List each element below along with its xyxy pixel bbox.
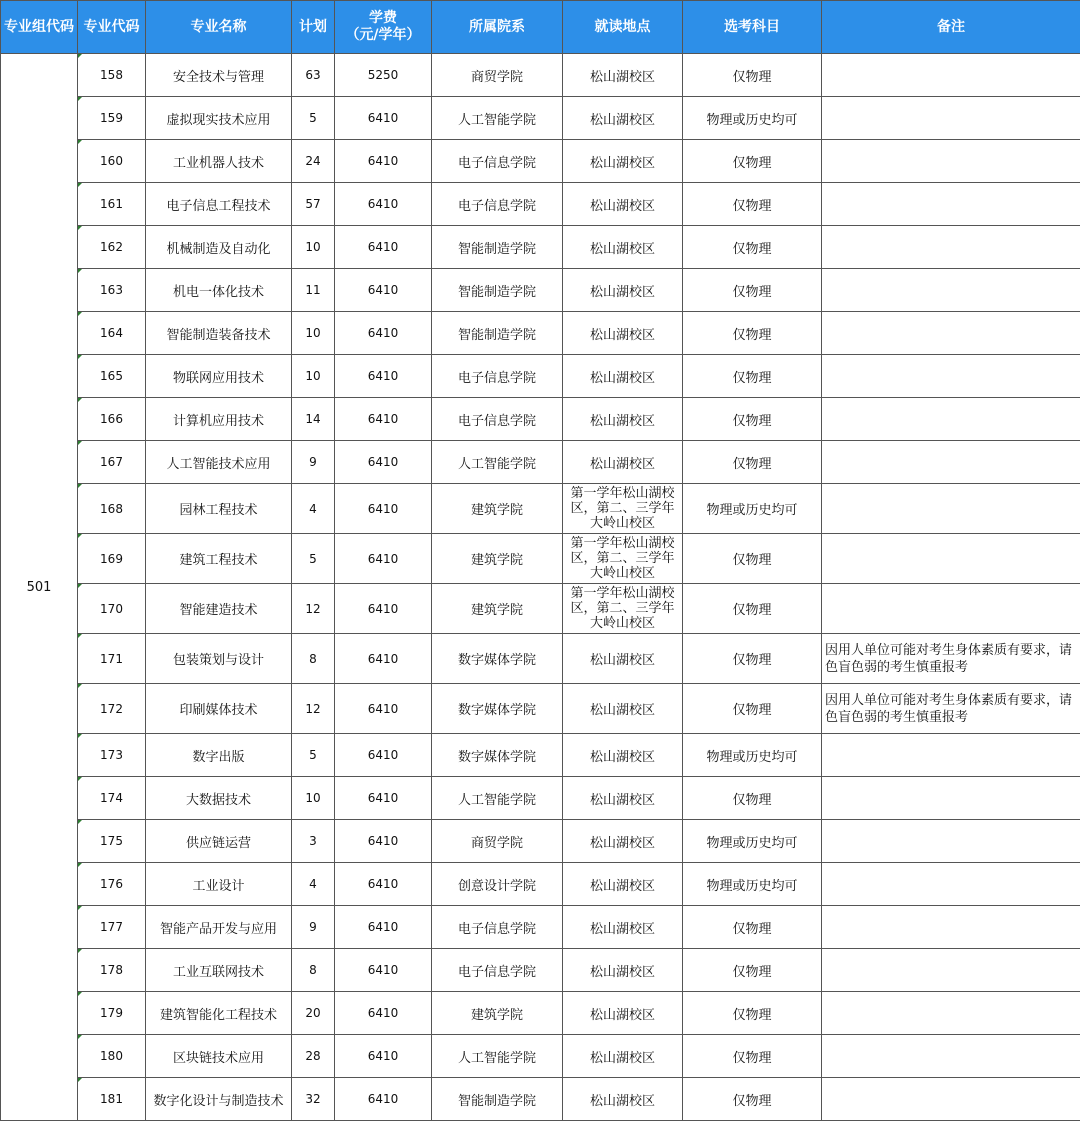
cell-fee: 6410 bbox=[335, 183, 432, 226]
cell-note bbox=[822, 534, 1080, 584]
cell-plan: 11 bbox=[292, 269, 335, 312]
cell-fee: 6410 bbox=[335, 684, 432, 734]
cell-name: 工业机器人技术 bbox=[146, 140, 292, 183]
cell-code: 176 bbox=[78, 863, 146, 906]
cell-note bbox=[822, 398, 1080, 441]
table-row bbox=[1, 1078, 1080, 1121]
cell-code: 160 bbox=[78, 140, 146, 183]
header-college: 所属院系 bbox=[432, 1, 563, 54]
cell-note bbox=[822, 269, 1080, 312]
cell-location: 第一学年松山湖校区，第二、三学年大岭山校区 bbox=[563, 584, 683, 634]
cell-college: 商贸学院 bbox=[432, 820, 563, 863]
cell-subject: 仅物理 bbox=[683, 684, 822, 734]
cell-college: 创意设计学院 bbox=[432, 863, 563, 906]
cell-college: 电子信息学院 bbox=[432, 949, 563, 992]
cell-fee: 6410 bbox=[335, 441, 432, 484]
cell-fee: 6410 bbox=[335, 584, 432, 634]
cell-college: 电子信息学院 bbox=[432, 398, 563, 441]
cell-note bbox=[822, 1078, 1080, 1121]
cell-plan: 63 bbox=[292, 54, 335, 97]
cell-code: 159 bbox=[78, 97, 146, 140]
cell-location: 松山湖校区 bbox=[563, 734, 683, 777]
cell-college: 建筑学院 bbox=[432, 484, 563, 534]
cell-college: 电子信息学院 bbox=[432, 183, 563, 226]
cell-fee: 6410 bbox=[335, 355, 432, 398]
cell-plan: 4 bbox=[292, 484, 335, 534]
table-row bbox=[1, 140, 1080, 183]
cell-fee: 6410 bbox=[335, 949, 432, 992]
cell-subject: 仅物理 bbox=[683, 398, 822, 441]
cell-plan: 10 bbox=[292, 226, 335, 269]
cell-fee: 6410 bbox=[335, 1078, 432, 1121]
cell-name: 计算机应用技术 bbox=[146, 398, 292, 441]
cell-college: 电子信息学院 bbox=[432, 906, 563, 949]
cell-fee: 6410 bbox=[335, 312, 432, 355]
cell-college: 电子信息学院 bbox=[432, 140, 563, 183]
cell-plan: 57 bbox=[292, 183, 335, 226]
header-row bbox=[1, 1, 1080, 54]
table-row bbox=[1, 183, 1080, 226]
cell-name: 大数据技术 bbox=[146, 777, 292, 820]
cell-code: 171 bbox=[78, 634, 146, 684]
header-note: 备注 bbox=[822, 1, 1080, 54]
table-row bbox=[1, 398, 1080, 441]
cell-college: 人工智能学院 bbox=[432, 1035, 563, 1078]
table-row bbox=[1, 949, 1080, 992]
cell-note: 因用人单位可能对考生身体素质有要求，请色盲色弱的考生慎重报考 bbox=[822, 634, 1080, 684]
cell-location: 松山湖校区 bbox=[563, 1035, 683, 1078]
cell-fee: 5250 bbox=[335, 54, 432, 97]
header-location: 就读地点 bbox=[563, 1, 683, 54]
cell-college: 电子信息学院 bbox=[432, 355, 563, 398]
cell-plan: 5 bbox=[292, 97, 335, 140]
cell-subject: 物理或历史均可 bbox=[683, 484, 822, 534]
cell-note bbox=[822, 140, 1080, 183]
cell-note bbox=[822, 949, 1080, 992]
cell-fee: 6410 bbox=[335, 863, 432, 906]
cell-plan: 20 bbox=[292, 992, 335, 1035]
table-row bbox=[1, 777, 1080, 820]
cell-plan: 9 bbox=[292, 906, 335, 949]
table-row bbox=[1, 534, 1080, 584]
cell-fee: 6410 bbox=[335, 269, 432, 312]
cell-location: 松山湖校区 bbox=[563, 398, 683, 441]
cell-college: 智能制造学院 bbox=[432, 226, 563, 269]
cell-name: 数字化设计与制造技术 bbox=[146, 1078, 292, 1121]
table-row bbox=[1, 992, 1080, 1035]
cell-name: 数字出版 bbox=[146, 734, 292, 777]
cell-location: 松山湖校区 bbox=[563, 634, 683, 684]
cell-college: 商贸学院 bbox=[432, 54, 563, 97]
cell-name: 供应链运营 bbox=[146, 820, 292, 863]
cell-note bbox=[822, 484, 1080, 534]
cell-plan: 5 bbox=[292, 734, 335, 777]
cell-location: 松山湖校区 bbox=[563, 949, 683, 992]
cell-plan: 5 bbox=[292, 534, 335, 584]
cell-note bbox=[822, 820, 1080, 863]
table-row bbox=[1, 226, 1080, 269]
cell-note bbox=[822, 441, 1080, 484]
cell-name: 建筑智能化工程技术 bbox=[146, 992, 292, 1035]
cell-code: 172 bbox=[78, 684, 146, 734]
cell-fee: 6410 bbox=[335, 534, 432, 584]
header-fee-line2: （元/学年） bbox=[345, 27, 420, 43]
cell-college: 智能制造学院 bbox=[432, 269, 563, 312]
cell-name: 智能建造技术 bbox=[146, 584, 292, 634]
cell-location: 松山湖校区 bbox=[563, 183, 683, 226]
cell-college: 人工智能学院 bbox=[432, 777, 563, 820]
cell-fee: 6410 bbox=[335, 1035, 432, 1078]
cell-location: 松山湖校区 bbox=[563, 226, 683, 269]
cell-name: 园林工程技术 bbox=[146, 484, 292, 534]
cell-fee: 6410 bbox=[335, 140, 432, 183]
cell-college: 建筑学院 bbox=[432, 534, 563, 584]
cell-subject: 仅物理 bbox=[683, 312, 822, 355]
group-code-cell: 501 bbox=[1, 54, 78, 1121]
cell-fee: 6410 bbox=[335, 906, 432, 949]
cell-location: 松山湖校区 bbox=[563, 820, 683, 863]
cell-name: 智能制造装备技术 bbox=[146, 312, 292, 355]
cell-code: 158 bbox=[78, 54, 146, 97]
cell-plan: 4 bbox=[292, 863, 335, 906]
cell-location: 松山湖校区 bbox=[563, 863, 683, 906]
table-row bbox=[1, 54, 1080, 97]
cell-note bbox=[822, 992, 1080, 1035]
cell-name: 物联网应用技术 bbox=[146, 355, 292, 398]
table-row bbox=[1, 820, 1080, 863]
cell-subject: 物理或历史均可 bbox=[683, 97, 822, 140]
cell-note bbox=[822, 312, 1080, 355]
cell-fee: 6410 bbox=[335, 634, 432, 684]
cell-name: 工业互联网技术 bbox=[146, 949, 292, 992]
cell-note: 因用人单位可能对考生身体素质有要求，请色盲色弱的考生慎重报考 bbox=[822, 684, 1080, 734]
table-body bbox=[1, 54, 1080, 1121]
cell-name: 机电一体化技术 bbox=[146, 269, 292, 312]
cell-note bbox=[822, 734, 1080, 777]
header-fee-line1: 学费 bbox=[369, 10, 397, 26]
cell-code: 178 bbox=[78, 949, 146, 992]
cell-location: 第一学年松山湖校区，第二、三学年大岭山校区 bbox=[563, 484, 683, 534]
cell-subject: 仅物理 bbox=[683, 54, 822, 97]
header-major-name: 专业名称 bbox=[146, 1, 292, 54]
header-subject: 选考科目 bbox=[683, 1, 822, 54]
cell-code: 181 bbox=[78, 1078, 146, 1121]
cell-name: 安全技术与管理 bbox=[146, 54, 292, 97]
cell-subject: 仅物理 bbox=[683, 906, 822, 949]
cell-name: 建筑工程技术 bbox=[146, 534, 292, 584]
cell-subject: 物理或历史均可 bbox=[683, 820, 822, 863]
cell-plan: 14 bbox=[292, 398, 335, 441]
cell-college: 建筑学院 bbox=[432, 992, 563, 1035]
cell-plan: 24 bbox=[292, 140, 335, 183]
cell-code: 173 bbox=[78, 734, 146, 777]
cell-fee: 6410 bbox=[335, 820, 432, 863]
cell-subject: 仅物理 bbox=[683, 1035, 822, 1078]
cell-subject: 物理或历史均可 bbox=[683, 734, 822, 777]
cell-name: 智能产品开发与应用 bbox=[146, 906, 292, 949]
cell-note bbox=[822, 226, 1080, 269]
cell-fee: 6410 bbox=[335, 777, 432, 820]
cell-fee: 6410 bbox=[335, 734, 432, 777]
cell-code: 168 bbox=[78, 484, 146, 534]
cell-subject: 仅物理 bbox=[683, 441, 822, 484]
cell-plan: 12 bbox=[292, 684, 335, 734]
table-row bbox=[1, 1035, 1080, 1078]
cell-location: 松山湖校区 bbox=[563, 992, 683, 1035]
cell-code: 169 bbox=[78, 534, 146, 584]
table-row bbox=[1, 441, 1080, 484]
cell-location: 松山湖校区 bbox=[563, 312, 683, 355]
cell-note bbox=[822, 777, 1080, 820]
cell-code: 161 bbox=[78, 183, 146, 226]
cell-location: 松山湖校区 bbox=[563, 54, 683, 97]
cell-location: 松山湖校区 bbox=[563, 269, 683, 312]
cell-subject: 仅物理 bbox=[683, 777, 822, 820]
cell-code: 167 bbox=[78, 441, 146, 484]
cell-fee: 6410 bbox=[335, 484, 432, 534]
cell-location: 松山湖校区 bbox=[563, 97, 683, 140]
cell-subject: 仅物理 bbox=[683, 1078, 822, 1121]
cell-college: 智能制造学院 bbox=[432, 312, 563, 355]
cell-note bbox=[822, 97, 1080, 140]
header-plan: 计划 bbox=[292, 1, 335, 54]
cell-code: 179 bbox=[78, 992, 146, 1035]
table-row bbox=[1, 355, 1080, 398]
cell-plan: 10 bbox=[292, 777, 335, 820]
cell-fee: 6410 bbox=[335, 398, 432, 441]
header-major-code: 专业代码 bbox=[78, 1, 146, 54]
cell-name: 人工智能技术应用 bbox=[146, 441, 292, 484]
table-row bbox=[1, 684, 1080, 734]
cell-college: 智能制造学院 bbox=[432, 1078, 563, 1121]
cell-subject: 仅物理 bbox=[683, 949, 822, 992]
cell-subject: 仅物理 bbox=[683, 269, 822, 312]
cell-code: 166 bbox=[78, 398, 146, 441]
cell-location: 松山湖校区 bbox=[563, 1078, 683, 1121]
cell-location: 松山湖校区 bbox=[563, 684, 683, 734]
cell-name: 工业设计 bbox=[146, 863, 292, 906]
cell-location: 第一学年松山湖校区，第二、三学年大岭山校区 bbox=[563, 534, 683, 584]
cell-name: 印刷媒体技术 bbox=[146, 684, 292, 734]
cell-plan: 28 bbox=[292, 1035, 335, 1078]
cell-code: 164 bbox=[78, 312, 146, 355]
cell-plan: 10 bbox=[292, 312, 335, 355]
cell-plan: 8 bbox=[292, 634, 335, 684]
cell-college: 人工智能学院 bbox=[432, 441, 563, 484]
cell-name: 虚拟现实技术应用 bbox=[146, 97, 292, 140]
cell-fee: 6410 bbox=[335, 226, 432, 269]
cell-plan: 10 bbox=[292, 355, 335, 398]
table-row bbox=[1, 97, 1080, 140]
cell-location: 松山湖校区 bbox=[563, 441, 683, 484]
table-row bbox=[1, 484, 1080, 534]
cell-note bbox=[822, 1035, 1080, 1078]
cell-code: 165 bbox=[78, 355, 146, 398]
cell-note bbox=[822, 183, 1080, 226]
cell-subject: 仅物理 bbox=[683, 355, 822, 398]
cell-plan: 12 bbox=[292, 584, 335, 634]
cell-subject: 仅物理 bbox=[683, 634, 822, 684]
cell-name: 机械制造及自动化 bbox=[146, 226, 292, 269]
cell-name: 区块链技术应用 bbox=[146, 1035, 292, 1078]
cell-college: 建筑学院 bbox=[432, 584, 563, 634]
cell-code: 162 bbox=[78, 226, 146, 269]
cell-location: 松山湖校区 bbox=[563, 777, 683, 820]
table-row bbox=[1, 734, 1080, 777]
cell-subject: 物理或历史均可 bbox=[683, 863, 822, 906]
cell-fee: 6410 bbox=[335, 992, 432, 1035]
table-row bbox=[1, 634, 1080, 684]
cell-fee: 6410 bbox=[335, 97, 432, 140]
cell-subject: 仅物理 bbox=[683, 183, 822, 226]
cell-note bbox=[822, 906, 1080, 949]
cell-code: 180 bbox=[78, 1035, 146, 1078]
cell-name: 包装策划与设计 bbox=[146, 634, 292, 684]
cell-subject: 仅物理 bbox=[683, 226, 822, 269]
cell-college: 人工智能学院 bbox=[432, 97, 563, 140]
cell-subject: 仅物理 bbox=[683, 992, 822, 1035]
cell-code: 175 bbox=[78, 820, 146, 863]
table-row bbox=[1, 269, 1080, 312]
cell-college: 数字媒体学院 bbox=[432, 684, 563, 734]
table-row bbox=[1, 584, 1080, 634]
cell-location: 松山湖校区 bbox=[563, 906, 683, 949]
cell-subject: 仅物理 bbox=[683, 140, 822, 183]
table-row bbox=[1, 312, 1080, 355]
header-fee bbox=[335, 1, 432, 54]
header-group-code: 专业组代码 bbox=[1, 1, 78, 54]
cell-code: 163 bbox=[78, 269, 146, 312]
cell-code: 177 bbox=[78, 906, 146, 949]
cell-college: 数字媒体学院 bbox=[432, 734, 563, 777]
cell-note bbox=[822, 863, 1080, 906]
cell-location: 松山湖校区 bbox=[563, 355, 683, 398]
cell-note bbox=[822, 355, 1080, 398]
cell-plan: 9 bbox=[292, 441, 335, 484]
table-row bbox=[1, 863, 1080, 906]
cell-note bbox=[822, 54, 1080, 97]
cell-plan: 3 bbox=[292, 820, 335, 863]
cell-note bbox=[822, 584, 1080, 634]
cell-code: 174 bbox=[78, 777, 146, 820]
cell-location: 松山湖校区 bbox=[563, 140, 683, 183]
cell-code: 170 bbox=[78, 584, 146, 634]
cell-plan: 8 bbox=[292, 949, 335, 992]
table-row bbox=[1, 906, 1080, 949]
cell-name: 电子信息工程技术 bbox=[146, 183, 292, 226]
cell-college: 数字媒体学院 bbox=[432, 634, 563, 684]
cell-plan: 32 bbox=[292, 1078, 335, 1121]
cell-subject: 仅物理 bbox=[683, 584, 822, 634]
cell-subject: 仅物理 bbox=[683, 534, 822, 584]
